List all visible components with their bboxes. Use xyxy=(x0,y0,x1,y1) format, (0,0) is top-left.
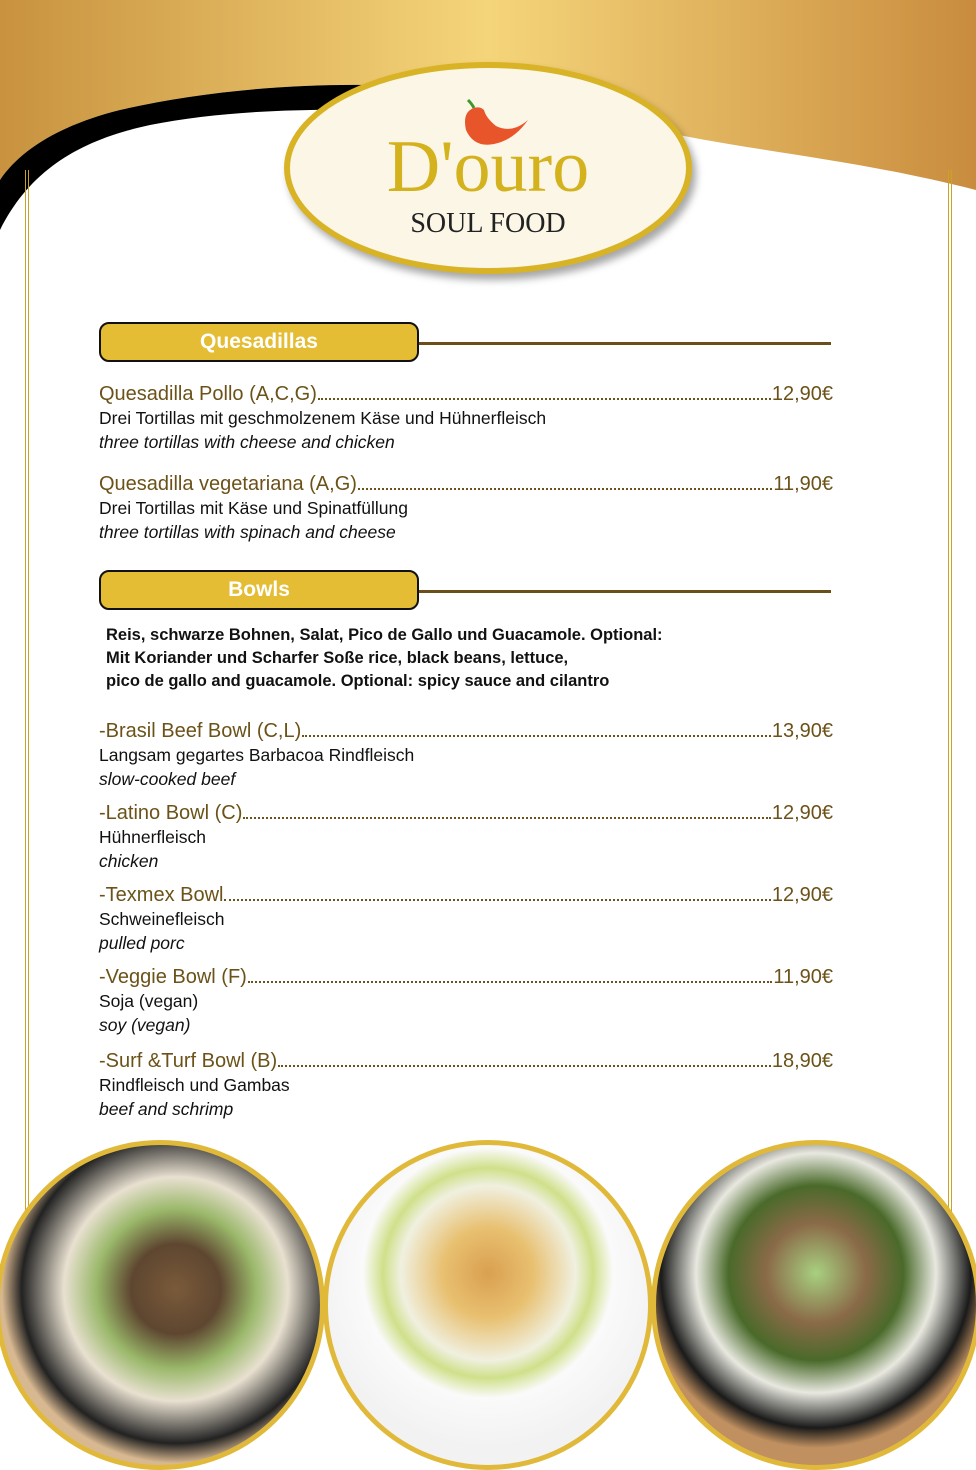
logo xyxy=(284,62,692,274)
item-price: 13,90€ xyxy=(771,720,833,742)
item-desc-en: pulled porc xyxy=(99,933,185,953)
intro-line: Reis, schwarze Bohnen, Salat, Pico de Gallo und Guacamole. Optional: xyxy=(106,626,663,644)
item-name: -Brasil Beef Bowl (C,L) xyxy=(99,720,302,742)
item-price: 12,90€ xyxy=(771,802,833,824)
item-desc-de: Soja (vegan) xyxy=(99,991,199,1011)
item-desc-en: soy (vegan) xyxy=(99,1015,191,1035)
bowl-photo-veggie xyxy=(651,1140,976,1470)
divider xyxy=(419,590,831,593)
item-name: Quesadilla Pollo (A,C,G) xyxy=(99,383,317,405)
divider xyxy=(419,342,831,345)
menu-item xyxy=(99,801,833,873)
item-price: 11,90€ xyxy=(773,473,833,495)
item-desc-de: Hühnerfleisch xyxy=(99,827,206,847)
page-border-left xyxy=(25,170,29,1230)
item-desc-de: Drei Tortillas mit geschmolzenem Käse und Hühnerfleisch xyxy=(99,408,547,428)
item-name: -Latino Bowl (C) xyxy=(99,802,243,824)
item-desc-de: Drei Tortillas mit Käse und Spinatfüllung xyxy=(99,498,409,518)
brand-tagline: SOUL FOOD xyxy=(410,208,566,239)
menu-item xyxy=(99,472,833,544)
bowls-intro xyxy=(106,624,663,693)
menu-item xyxy=(99,382,833,454)
item-desc-de: Rindfleisch und Gambas xyxy=(99,1075,290,1095)
item-name: -Veggie Bowl (F) xyxy=(99,966,247,988)
brand-name: D'ouro xyxy=(386,126,590,208)
item-desc-en: chicken xyxy=(99,851,159,871)
menu-item xyxy=(99,883,833,955)
item-name: -Texmex Bowl xyxy=(99,884,224,906)
item-desc-de: Langsam gegartes Barbacoa Rindfleisch xyxy=(99,745,415,765)
bowl-photo-beef xyxy=(0,1140,325,1470)
item-desc-en: beef and schrimp xyxy=(99,1099,234,1119)
quesadilla-photo xyxy=(323,1140,653,1470)
item-desc-en: three tortillas with spinach and cheese xyxy=(99,522,396,542)
intro-line: pico de gallo and guacamole. Optional: spicy sauce and cilantro xyxy=(106,672,610,690)
item-name: -Surf &Turf Bowl (B) xyxy=(99,1050,278,1072)
item-desc-en: three tortillas with cheese and chicken xyxy=(99,432,395,452)
item-desc-de: Schweinefleisch xyxy=(99,909,225,929)
menu-item xyxy=(99,719,833,791)
item-price: 12,90€ xyxy=(771,383,833,405)
section-header-quesadillas: Quesadillas xyxy=(99,322,419,362)
item-desc-en: slow-cooked beef xyxy=(99,769,236,789)
item-price: 11,90€ xyxy=(773,966,833,988)
menu-item xyxy=(99,1049,833,1121)
item-price: 18,90€ xyxy=(771,1050,833,1072)
section-header-bowls: Bowls xyxy=(99,570,419,610)
intro-line: Mit Koriander und Scharfer Soße rice, black beans, lettuce, xyxy=(106,649,569,667)
page-border-right xyxy=(948,170,952,1230)
item-name: Quesadilla vegetariana (A,G) xyxy=(99,473,357,495)
menu-item xyxy=(99,965,833,1037)
item-price: 12,90€ xyxy=(771,884,833,906)
